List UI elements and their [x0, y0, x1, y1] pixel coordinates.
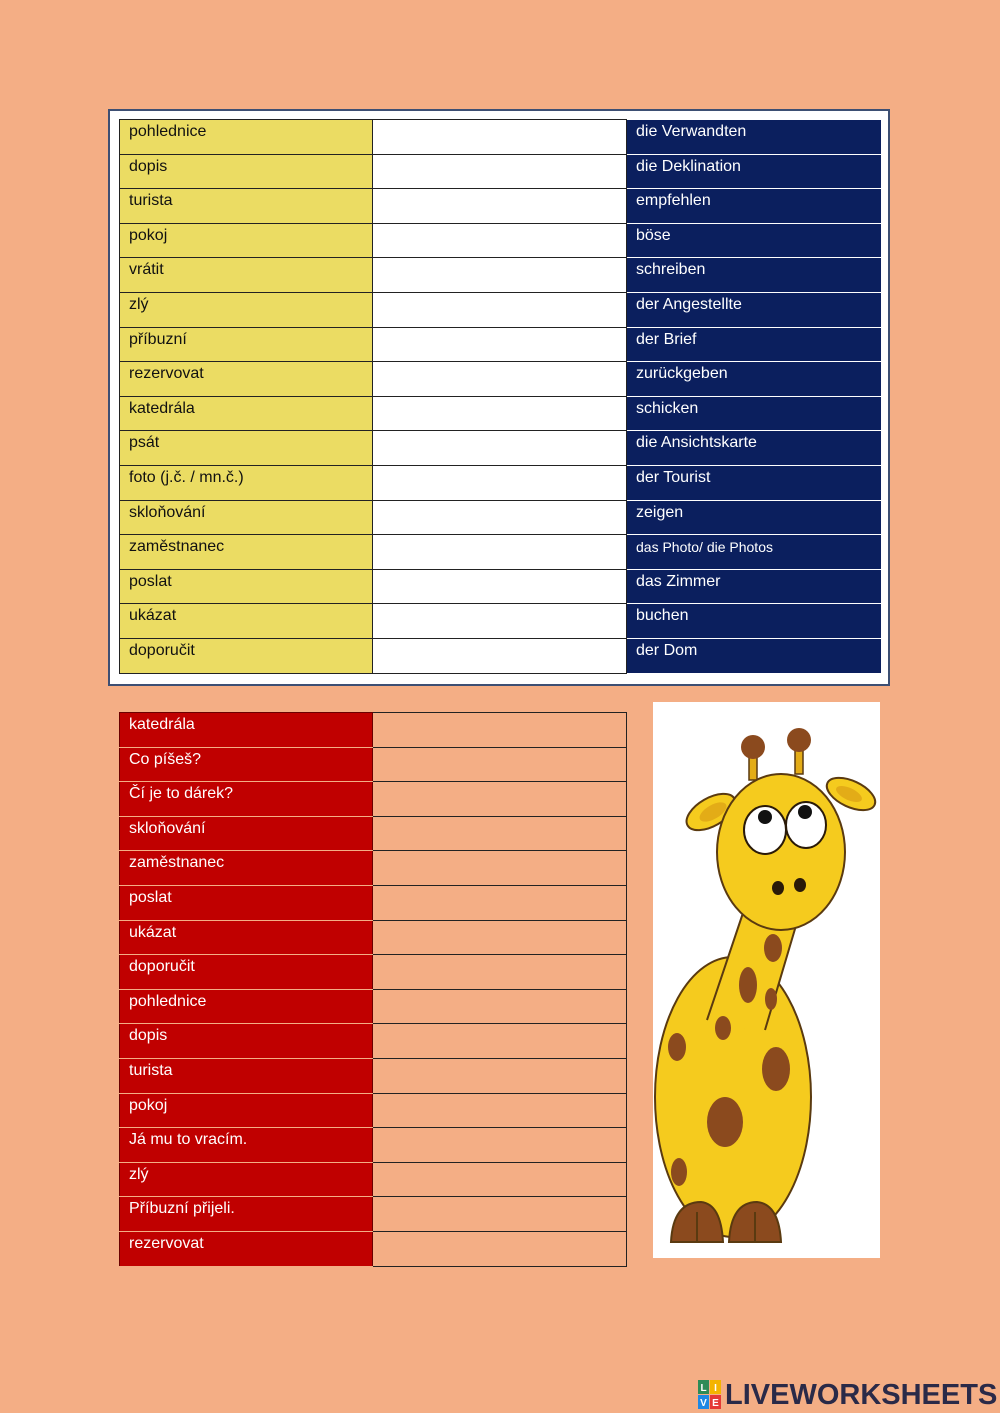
answer-field[interactable]	[373, 1058, 627, 1093]
answer-field[interactable]	[373, 362, 627, 397]
czech-word: turista	[120, 189, 373, 224]
answer-field[interactable]	[373, 816, 627, 851]
czech-word: poslat	[120, 569, 373, 604]
czech-word: katedrála	[120, 396, 373, 431]
answer-field[interactable]	[373, 885, 627, 920]
answer-field[interactable]	[373, 120, 627, 155]
answer-field[interactable]	[373, 851, 627, 886]
answer-field[interactable]	[373, 569, 627, 604]
answer-field[interactable]	[373, 638, 627, 673]
german-word: empfehlen	[627, 189, 881, 224]
czech-word: psát	[120, 431, 373, 466]
answer-field[interactable]	[373, 223, 627, 258]
answer-field[interactable]	[373, 327, 627, 362]
czech-word: dopis	[120, 154, 373, 189]
answer-field[interactable]	[373, 258, 627, 293]
table-row	[120, 535, 881, 570]
table-row	[120, 920, 627, 955]
prompt-word: pohlednice	[120, 989, 373, 1024]
prompt-word: rezervovat	[120, 1231, 373, 1266]
czech-word: příbuzní	[120, 327, 373, 362]
giraffe-icon	[653, 702, 880, 1258]
german-word: böse	[627, 223, 881, 258]
table-row	[120, 258, 881, 293]
table-row	[120, 955, 627, 990]
badge-letter: I	[714, 1383, 717, 1394]
german-word: schreiben	[627, 258, 881, 293]
prompt-word: turista	[120, 1058, 373, 1093]
german-word: die Deklination	[627, 154, 881, 189]
table-row	[120, 1231, 627, 1266]
answer-field[interactable]	[373, 431, 627, 466]
answer-field[interactable]	[373, 1024, 627, 1059]
translation-table	[119, 712, 627, 1267]
answer-field[interactable]	[373, 713, 627, 748]
table-row	[120, 569, 881, 604]
german-word: schicken	[627, 396, 881, 431]
prompt-word: Příbuzní přijeli.	[120, 1197, 373, 1232]
prompt-word: dopis	[120, 1024, 373, 1059]
table-row	[120, 292, 881, 327]
czech-word: vrátit	[120, 258, 373, 293]
answer-field[interactable]	[373, 535, 627, 570]
prompt-word: katedrála	[120, 713, 373, 748]
prompt-word: Co píšeš?	[120, 747, 373, 782]
german-word: zeigen	[627, 500, 881, 535]
czech-word: foto (j.č. / mn.č.)	[120, 465, 373, 500]
prompt-word: doporučit	[120, 955, 373, 990]
table-row	[120, 1197, 627, 1232]
table-row	[120, 500, 881, 535]
czech-word: doporučit	[120, 638, 373, 673]
liveworksheets-badge-icon	[698, 1380, 722, 1410]
czech-word: rezervovat	[120, 362, 373, 397]
german-word: die Verwandten	[627, 120, 881, 155]
liveworksheets-logo	[698, 1378, 997, 1412]
table-row	[120, 396, 881, 431]
czech-word: ukázat	[120, 604, 373, 639]
german-word: zurückgeben	[627, 362, 881, 397]
table-row	[120, 223, 881, 258]
prompt-word: Čí je to dárek?	[120, 782, 373, 817]
table-row	[120, 604, 881, 639]
czech-word: pokoj	[120, 223, 373, 258]
prompt-word: poslat	[120, 885, 373, 920]
table-row	[120, 1093, 627, 1128]
table-row	[120, 154, 881, 189]
table-row	[120, 885, 627, 920]
german-word: der Angestellte	[627, 292, 881, 327]
german-word: der Dom	[627, 638, 881, 673]
table-row	[120, 1162, 627, 1197]
badge-letter: L	[700, 1383, 707, 1394]
table-row	[120, 327, 881, 362]
badge-letter: V	[700, 1398, 707, 1409]
answer-field[interactable]	[373, 920, 627, 955]
table-row	[120, 120, 881, 155]
answer-field[interactable]	[373, 747, 627, 782]
badge-letter: E	[712, 1398, 719, 1409]
answer-field[interactable]	[373, 154, 627, 189]
table-row	[120, 816, 627, 851]
answer-field[interactable]	[373, 1128, 627, 1163]
answer-field[interactable]	[373, 396, 627, 431]
answer-field[interactable]	[373, 465, 627, 500]
answer-field[interactable]	[373, 955, 627, 990]
answer-field[interactable]	[373, 989, 627, 1024]
matching-table	[119, 119, 881, 674]
answer-field[interactable]	[373, 1197, 627, 1232]
prompt-word: Já mu to vracím.	[120, 1128, 373, 1163]
czech-word: skloňování	[120, 500, 373, 535]
table-row	[120, 362, 881, 397]
table-row	[120, 782, 627, 817]
table-row	[120, 465, 881, 500]
german-word: das Photo/ die Photos	[627, 535, 881, 570]
giraffe-illustration	[653, 702, 880, 1258]
german-word: der Tourist	[627, 465, 881, 500]
czech-word: zlý	[120, 292, 373, 327]
prompt-word: ukázat	[120, 920, 373, 955]
czech-word: zaměstnanec	[120, 535, 373, 570]
table-row	[120, 851, 627, 886]
german-word: die Ansichtskarte	[627, 431, 881, 466]
answer-field[interactable]	[373, 500, 627, 535]
prompt-word: pokoj	[120, 1093, 373, 1128]
german-word: der Brief	[627, 327, 881, 362]
answer-field[interactable]	[373, 1231, 627, 1266]
german-word: buchen	[627, 604, 881, 639]
prompt-word: skloňování	[120, 816, 373, 851]
table-row	[120, 747, 627, 782]
answer-field[interactable]	[373, 189, 627, 224]
prompt-word: zaměstnanec	[120, 851, 373, 886]
table-row	[120, 989, 627, 1024]
answer-field[interactable]	[373, 1162, 627, 1197]
table-row	[120, 189, 881, 224]
table-row	[120, 638, 881, 673]
answer-field[interactable]	[373, 292, 627, 327]
czech-word: pohlednice	[120, 120, 373, 155]
table-row	[120, 431, 881, 466]
prompt-word: zlý	[120, 1162, 373, 1197]
table-row	[120, 713, 627, 748]
german-word: das Zimmer	[627, 569, 881, 604]
answer-field[interactable]	[373, 1093, 627, 1128]
logo-text: LIVEWORKSHEETS	[725, 1378, 998, 1411]
table-row	[120, 1128, 627, 1163]
answer-field[interactable]	[373, 782, 627, 817]
table-row	[120, 1024, 627, 1059]
table-row	[120, 1058, 627, 1093]
answer-field[interactable]	[373, 604, 627, 639]
